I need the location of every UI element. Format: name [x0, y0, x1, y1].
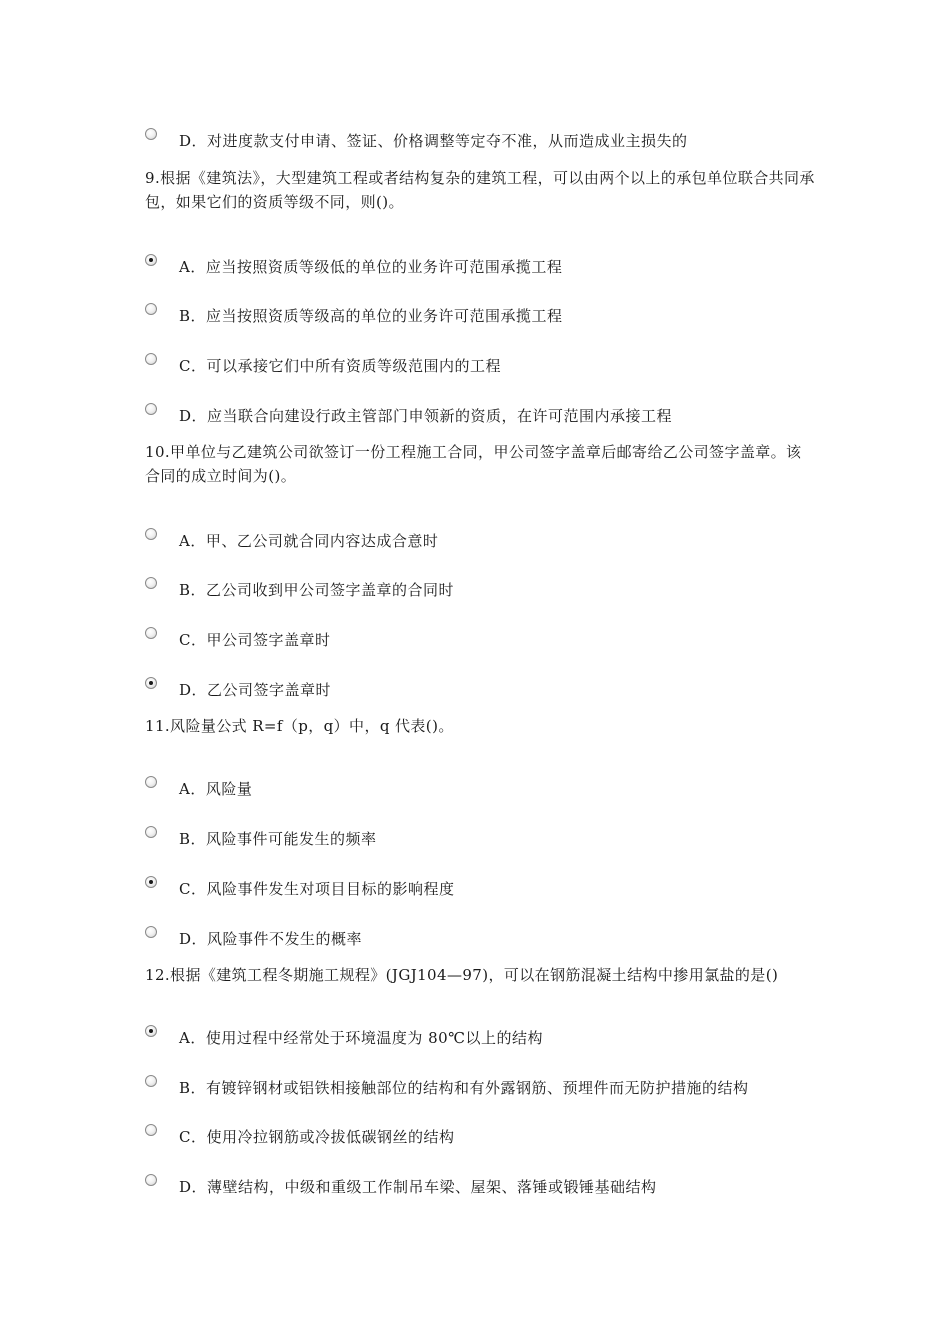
question-9-text: 9.根据《建筑法》，大型建筑工程或者结构复杂的建筑工程，可以由两个以上的承包单位联合共同承包，如果它们的资质等级不同，则()。: [145, 169, 815, 211]
question-10-text: 10.甲单位与乙建筑公司欲签订一份工程施工合同，甲公司签字盖章后邮寄给乙公司签字盖章。该合同的成立时间为()。: [145, 443, 802, 485]
option-label: A．使用过程中经常处于环境温度为 80℃以上的结构: [179, 1029, 543, 1047]
radio-button[interactable]: [145, 826, 157, 838]
radio-button[interactable]: [145, 1174, 157, 1186]
question-11-text: 11.风险量公式 R=f（p，q）中，q 代表()。: [145, 717, 454, 735]
radio-button[interactable]: [145, 254, 157, 266]
option-label: C．可以承接它们中所有资质等级范围内的工程: [179, 357, 501, 375]
radio-button[interactable]: [145, 353, 157, 365]
radio-button[interactable]: [145, 577, 157, 589]
option-label: D．风险事件不发生的概率: [179, 930, 363, 948]
option-label: D．乙公司签字盖章时: [179, 681, 332, 699]
option-label: B．应当按照资质等级高的单位的业务许可范围承揽工程: [179, 307, 563, 325]
option-label: B．乙公司收到甲公司签字盖章的合同时: [179, 581, 455, 599]
option-label: C．风险事件发生对项目目标的影响程度: [179, 880, 455, 898]
radio-button[interactable]: [145, 528, 157, 540]
question-12-text: 12.根据《建筑工程冬期施工规程》(JGJ104—97)，可以在钢筋混凝土结构中掺用氯盐的是(): [145, 966, 779, 984]
radio-button[interactable]: [145, 403, 157, 415]
radio-button[interactable]: [145, 128, 157, 140]
option-label: C．使用冷拉钢筋或冷拔低碳钢丝的结构: [179, 1128, 455, 1146]
option-label: D．对进度款支付申请、签证、价格调整等定夺不准，从而造成业主损失的: [179, 132, 688, 150]
radio-button[interactable]: [145, 627, 157, 639]
radio-button[interactable]: [145, 776, 157, 788]
option-label: B．风险事件可能发生的频率: [179, 830, 377, 848]
radio-button[interactable]: [145, 926, 157, 938]
radio-button[interactable]: [145, 1025, 157, 1037]
option-label: C．甲公司签字盖章时: [179, 631, 331, 649]
radio-button[interactable]: [145, 1124, 157, 1136]
option-label: A．应当按照资质等级低的单位的业务许可范围承揽工程: [179, 258, 563, 276]
radio-button[interactable]: [145, 303, 157, 315]
radio-button[interactable]: [145, 1075, 157, 1087]
option-label: A．甲、乙公司就合同内容达成合意时: [179, 532, 439, 550]
option-label: A．风险量: [179, 780, 253, 798]
option-label: D．薄壁结构，中级和重级工作制吊车梁、屋架、落锤或锻锤基础结构: [179, 1178, 657, 1196]
option-label: B．有镀锌钢材或铝铁相接触部位的结构和有外露钢筋、预埋件而无防护措施的结构: [179, 1079, 749, 1097]
option-label: D．应当联合向建设行政主管部门申领新的资质，在许可范围内承接工程: [179, 407, 673, 425]
radio-button[interactable]: [145, 876, 157, 888]
radio-button[interactable]: [145, 677, 157, 689]
